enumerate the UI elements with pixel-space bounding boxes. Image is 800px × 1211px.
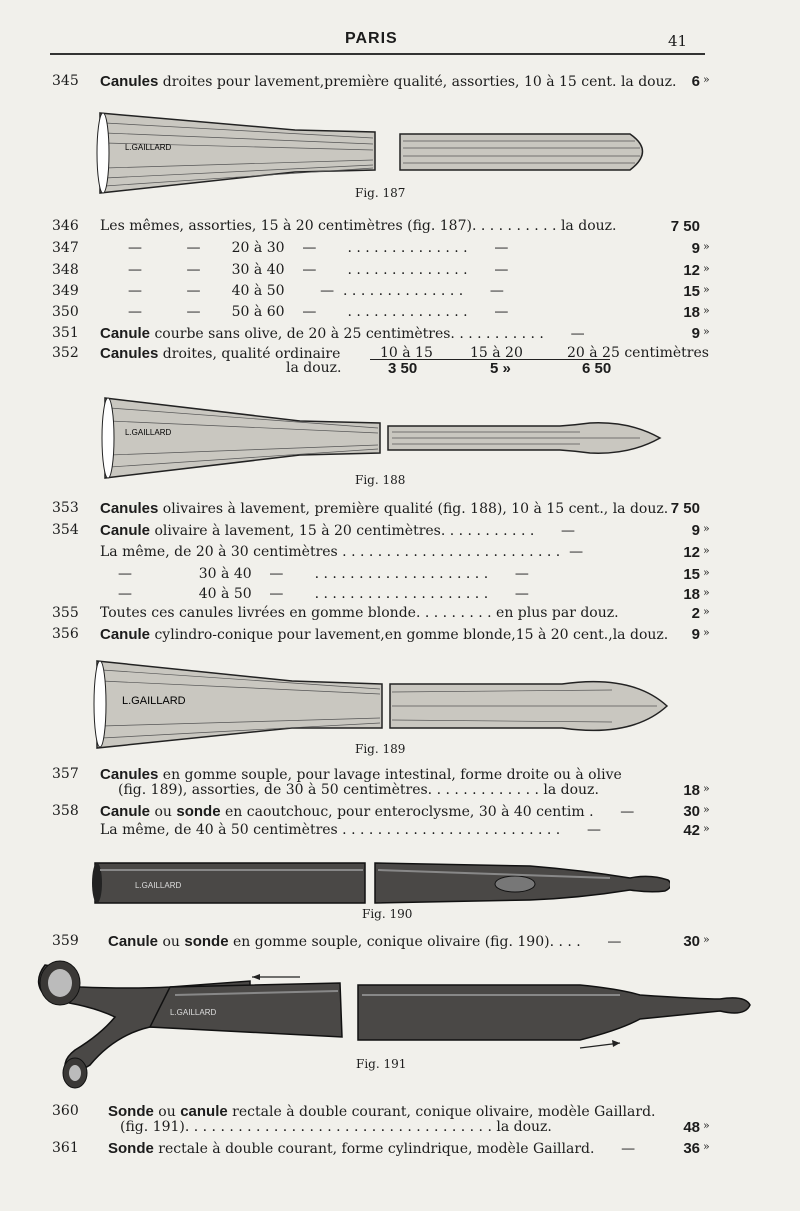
catalog-item-354: 354 Canule olivaire à lavement, 15 à 20 centimètres. . . . . . . . . . . — 9 » bbox=[52, 522, 710, 539]
catalog-item-354c: — 30 à 40 — . . . . . . . . . . . . . . . . . . . . — 15 » bbox=[118, 566, 710, 583]
catalog-item-345: 345 Canules droites pour lavement,première qualité, assorties, 10 à 15 cent. la douz. 6 » bbox=[52, 73, 710, 90]
catalog-item-354d: — 40 à 50 — . . . . . . . . . . . . . . . . . . . . — 18 » bbox=[118, 586, 710, 603]
catalog-item-360: 360 Sonde ou canule rectale à double courant, conique olivaire, modèle Gaillard. bbox=[52, 1103, 656, 1120]
canule-illustration-188 bbox=[100, 393, 670, 483]
item-number: 345 bbox=[52, 73, 79, 89]
catalog-item-357: 357 Canules en gomme souple, pour lavage intestinal, forme droite ou à olive bbox=[52, 766, 622, 783]
svg-text:L.GAILLARD: L.GAILLARD bbox=[170, 1008, 217, 1017]
figure-caption: Fig. 187 bbox=[355, 186, 406, 200]
catalog-item-353: 353 Canules olivaires à lavement, première qualité (fig. 188), 10 à 15 cent., la douz. 7 50 bbox=[52, 500, 700, 517]
catalog-item-349: 349 — — 40 à 50 — . . . . . . . . . . . . . . — 15 » bbox=[52, 283, 710, 300]
item-price: 6 bbox=[691, 73, 700, 90]
catalog-item-348: 348 — — 30 à 40 — . . . . . . . . . . . . . . — 12 » bbox=[52, 262, 710, 279]
canule-illustration-190 bbox=[90, 858, 670, 913]
svg-text:L.GAILLARD: L.GAILLARD bbox=[125, 428, 172, 437]
catalog-item-358: 358 Canule ou sonde en caoutchouc, pour enteroclysme, 30 à 40 centim . — 30 » bbox=[52, 803, 710, 820]
catalog-item-346: 346 Les mêmes, assorties, 15 à 20 centimètres (fig. 187). . . . . . . . . . la douz. 7 50 bbox=[52, 218, 700, 235]
catalog-item-352: 352 Canules droites, qualité ordinaire 10 à 15 15 à 20 20 à 25 centimètres bbox=[52, 345, 709, 362]
catalog-item-350: 350 — — 50 à 60 — . . . . . . . . . . . . . . — 18 » bbox=[52, 304, 710, 321]
figure-caption: Fig. 188 bbox=[355, 473, 406, 487]
svg-text:L.GAILLARD: L.GAILLARD bbox=[122, 695, 186, 707]
svg-text:L.GAILLARD: L.GAILLARD bbox=[135, 881, 182, 890]
catalog-item-359: 359 Canule ou sonde en gomme souple, conique olivaire (fig. 190). . . . — 30 » bbox=[52, 933, 710, 950]
canule-illustration-187 bbox=[95, 108, 655, 198]
item-desc: droites pour lavement,première qualité, assorties, 10 à 15 cent. la douz. bbox=[158, 74, 677, 90]
figure-caption: Fig. 191 bbox=[356, 1057, 407, 1071]
item-name: Canules bbox=[100, 73, 159, 90]
header-rule bbox=[50, 53, 705, 55]
figure-caption: Fig. 190 bbox=[362, 907, 413, 921]
page-number: 41 bbox=[668, 32, 688, 50]
catalog-item-354b: La même, de 20 à 30 centimètres . . . . . . . . . . . . . . . . . . . . . . . . . — 12 » bbox=[100, 544, 710, 561]
page-header bbox=[0, 30, 800, 54]
catalog-item-352-prices: la douz. 3 50 5 » 6 50 bbox=[286, 360, 612, 377]
catalog-item-351: 351 Canule courbe sans olive, de 20 à 25 centimètres. . . . . . . . . . . — 9 » bbox=[52, 325, 710, 342]
catalog-item-347: 347 — — 20 à 30 — . . . . . . . . . . . . . . — 9 » bbox=[52, 240, 710, 257]
catalog-item-357b: (fig. 189), assorties, de 30 à 50 centimètres. . . . . . . . . . . . . la douz. 18 » bbox=[118, 782, 710, 799]
figure-caption: Fig. 189 bbox=[355, 742, 406, 756]
catalog-item-360b: (fig. 191). . . . . . . . . . . . . . . . . . . . . . . . . . . . . . . . . . . la douz. 48 » bbox=[120, 1119, 710, 1136]
maker-mark: L.GAILLARD bbox=[125, 143, 172, 152]
catalog-item-358b: La même, de 40 à 50 centimètres . . . . . . . . . . . . . . . . . . . . . . . . . — 42 » bbox=[100, 822, 710, 839]
catalog-item-355: 355 Toutes ces canules livrées en gomme blonde. . . . . . . . . en plus par douz. 2 » bbox=[52, 605, 710, 622]
catalog-item-361: 361 Sonde rectale à double courant, forme cylindrique, modèle Gaillard. — 36 » bbox=[52, 1140, 710, 1157]
canule-illustration-191 bbox=[20, 955, 760, 1095]
catalog-item-356: 356 Canule cylindro-conique pour lavement,en gomme blonde,15 à 20 cent.,la douz. 9 » bbox=[52, 626, 710, 643]
canule-illustration-189 bbox=[92, 656, 672, 751]
page-title: PARIS bbox=[345, 30, 398, 47]
